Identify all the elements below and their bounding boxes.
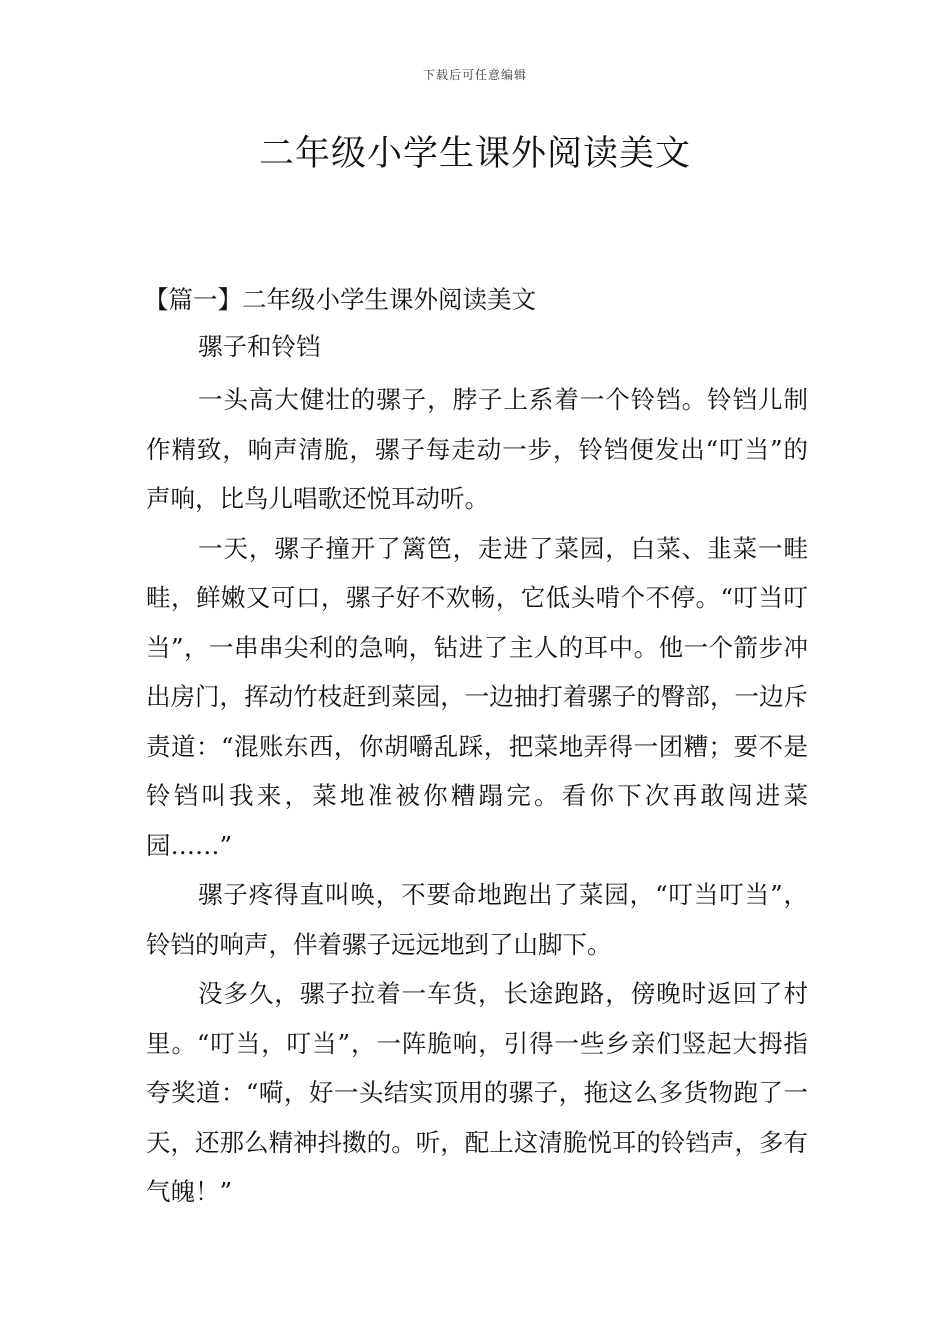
header-note: 下载后可任意编辑: [422, 68, 527, 82]
document-body: [146, 280, 808, 1217]
document-title: 二年级小学生课外阅读美文: [258, 134, 691, 174]
paragraph-4: 没多久，骡子拉着一车货，长途跑路，傍晚时返回了村里。“叮当，叮当”，一阵脆响，引得一些乡亲们竖起大拇指夸奖道：“嗬，好一头结实顶用的骡子，拖这么多货物跑了一天，还那么精神抖擞的。听，配上这清脆悦耳的铃铛声，多有气魄！”: [146, 979, 808, 1206]
paragraph-2: 一天，骡子撞开了篱笆，走进了菜园，白菜、韭菜一畦畦，鲜嫩又可口，骡子好不欢畅，它低头啃个不停。“叮当叮当”，一串串尖利的急响，钻进了主人的耳中。他一个箭步冲出房门，挥动竹枝赶到菜园，一边抽打着骡子的臀部，一边斥责道：“混账东西，你胡嚼乱踩，把菜地弄得一团糟；要不是铃铛叫我来，菜地准被你糟蹋完。看你下次再敢闯进菜园……”: [146, 533, 808, 860]
paragraph-3: 骡子疼得直叫唤，不要命地跑出了菜园，“叮当叮当”，铃铛的响声，伴着骡子远远地到了山脚下。: [146, 880, 808, 959]
section-heading: 【篇一】二年级小学生课外阅读美文: [144, 285, 536, 314]
paragraph-1: 一头高大健壮的骡子，脖子上系着一个铃铛。铃铛儿制作精致，响声清脆，骡子每走动一步，铃铛便发出“叮当”的声响，比鸟儿唱歌还悦耳动听。: [146, 385, 808, 513]
story-title: 骡子和铃铛: [198, 332, 321, 361]
